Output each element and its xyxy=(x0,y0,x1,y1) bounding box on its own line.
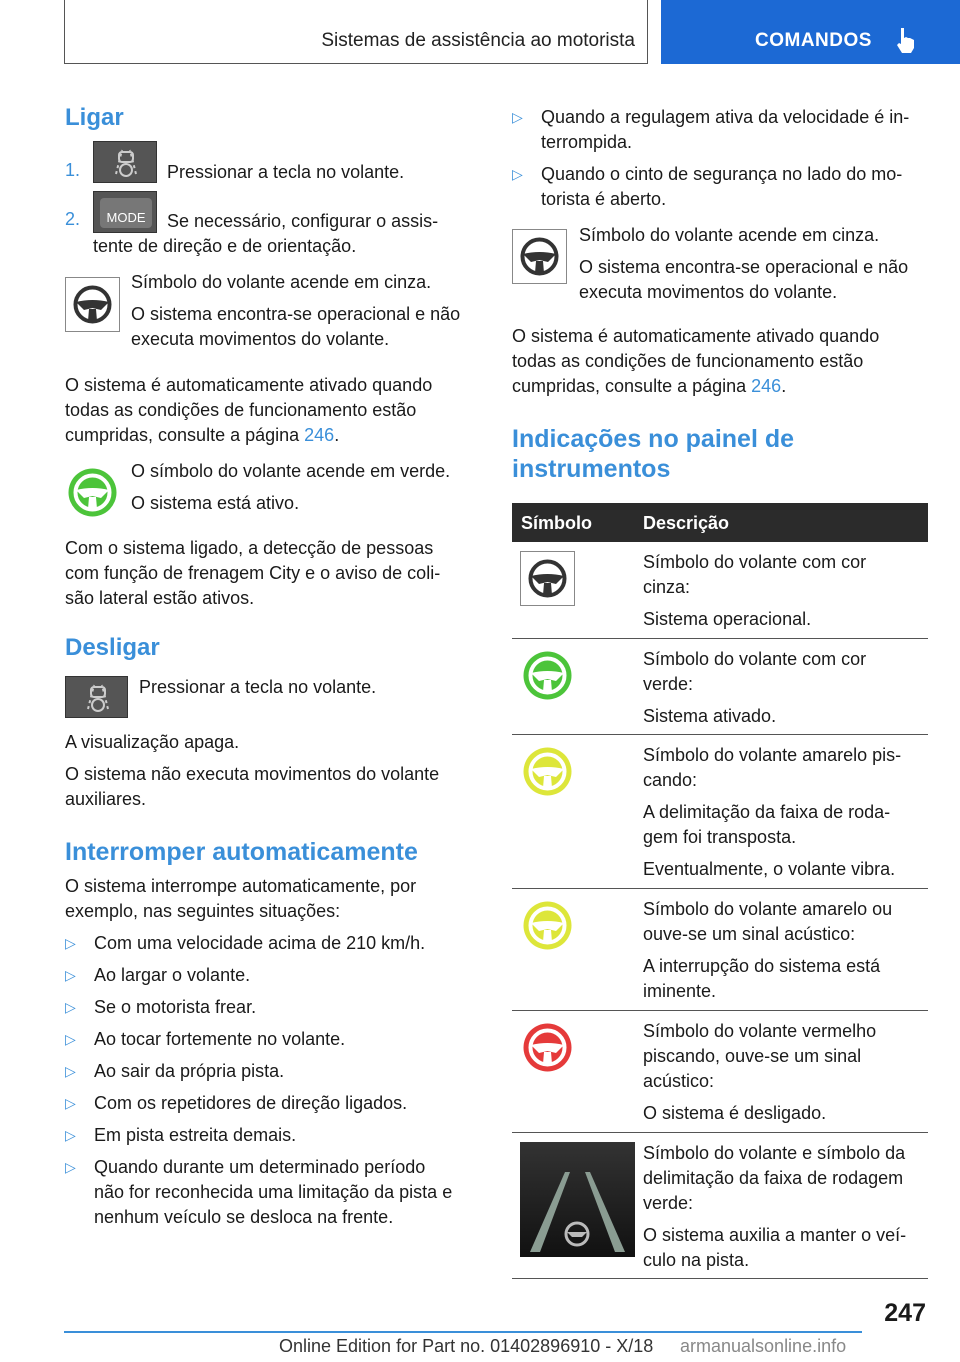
steering-wheel-green-icon xyxy=(65,465,120,520)
table-row xyxy=(643,550,928,632)
table-cell: verde: xyxy=(643,1193,694,1213)
grey-symbol-text-3: executa movimentos do volante. xyxy=(579,282,838,302)
off-text-1: A visualização apaga. xyxy=(65,732,240,752)
table-row xyxy=(643,647,928,729)
mode-label: MODE xyxy=(106,210,146,225)
auto-text-3-prefix: cumpridas, consulte a página xyxy=(65,425,305,445)
lane-assist-icon xyxy=(66,677,129,719)
right-bullet-list xyxy=(512,105,928,219)
table-symbol-red xyxy=(520,1020,575,1075)
steering-wheel-red-icon xyxy=(520,1020,575,1075)
bullet-text: Em pista estreita demais. xyxy=(94,1125,297,1145)
table-divider xyxy=(512,734,928,735)
triangle-bullet-icon: ▷ xyxy=(65,1095,76,1111)
lane-assist-icon xyxy=(94,142,158,184)
table-cell: Símbolo do volante com cor xyxy=(643,552,867,572)
interrupt-text-1: O sistema interrompe automaticamente, por xyxy=(65,876,417,896)
table-cell: piscando, ouve-se um sinal xyxy=(643,1046,862,1066)
steering-assist-button-image xyxy=(93,141,157,183)
table-cell: Símbolo do volante amarelo ou xyxy=(643,899,893,919)
table-symbol-grey xyxy=(520,551,575,606)
bullet-text: Com os repetidores de direção ligados. xyxy=(94,1093,408,1113)
table-symbol-green xyxy=(520,648,575,703)
bullet-text: torista é aberto. xyxy=(541,189,667,209)
off-text-3: auxiliares. xyxy=(65,789,147,809)
table-cell: delimitação da faixa de rodagem xyxy=(643,1168,904,1188)
auto-text-3-end: . xyxy=(781,376,787,396)
table-cell: A interrupção do sistema está xyxy=(643,956,881,976)
table-row xyxy=(643,743,928,882)
bullet-text: terrompida. xyxy=(541,132,633,152)
footer-divider xyxy=(64,1331,862,1333)
green-symbol-text-2: O sistema está ativo. xyxy=(131,493,300,513)
grey-steering-symbol xyxy=(65,277,120,332)
list-item xyxy=(65,1027,480,1059)
table-cell: cinza: xyxy=(643,577,691,597)
off-text-2: O sistema não executa movimentos do volante xyxy=(65,764,440,784)
triangle-bullet-icon: ▷ xyxy=(65,967,76,983)
step-2-text: Se necessário, configurar o assis- xyxy=(167,211,439,231)
table-divider xyxy=(512,888,928,889)
header-bar xyxy=(64,0,648,64)
table-symbol-yellow-blinking xyxy=(520,744,575,799)
list-item xyxy=(65,1155,480,1235)
desligar-text: Pressionar a tecla no volante. xyxy=(139,677,377,697)
heading-line-1: Indicações no painel de xyxy=(512,425,795,453)
triangle-bullet-icon: ▷ xyxy=(512,109,523,125)
list-item xyxy=(65,1123,480,1155)
section-title: Sistemas de assistência ao motorista xyxy=(321,30,635,51)
table-cell: cando: xyxy=(643,770,698,790)
mode-button-graphic xyxy=(94,192,158,234)
watermark: armanualsonline.info xyxy=(680,1336,847,1356)
city-text-3: são lateral estão ativos. xyxy=(65,588,255,608)
step-number: 2. xyxy=(65,209,81,229)
table-row xyxy=(643,1019,928,1126)
bullet-text: Ao largar o volante. xyxy=(94,965,251,985)
auto-text-1: O sistema é automaticamente ativado quando xyxy=(512,326,880,346)
heading-interromper: Interromper automaticamente xyxy=(65,838,418,866)
triangle-bullet-icon: ▷ xyxy=(65,999,76,1015)
heading-ligar: Ligar xyxy=(65,104,124,131)
page-number: 247 xyxy=(884,1299,926,1327)
col-header-symbol: Símbolo xyxy=(521,513,592,533)
auto-text-3 xyxy=(512,374,928,399)
auto-text-1: O sistema é automaticamente ativado quando xyxy=(65,375,433,395)
green-symbol-text: O símbolo do volante acende em verde. xyxy=(131,461,451,481)
list-item xyxy=(65,1059,480,1091)
auto-text-2: todas as condições de funcionamento estão xyxy=(65,400,417,420)
steering-wheel-icon xyxy=(66,278,119,331)
interrupt-text-2: exemplo, nas seguintes situações: xyxy=(65,901,341,921)
table-cell: Sistema ativado. xyxy=(643,706,777,726)
table-cell: Símbolo do volante amarelo pis- xyxy=(643,745,902,765)
grey-steering-symbol xyxy=(512,229,567,284)
city-text-2: com função de frenagem City e o aviso de coli- xyxy=(65,563,441,583)
col-header-description: Descrição xyxy=(643,513,730,533)
step-1-text: Pressionar a tecla no volante. xyxy=(167,162,405,182)
heading-indicacoes xyxy=(512,424,928,484)
city-text-1: Com o sistema ligado, a detecção de pessoas xyxy=(65,538,434,558)
footer-edition: Online Edition for Part no. 01402896910 - X/18 xyxy=(279,1336,654,1356)
table-divider xyxy=(512,638,928,639)
steering-wheel-green-icon xyxy=(520,648,575,703)
grey-symbol-text: Símbolo do volante acende em cinza. xyxy=(131,272,432,292)
auto-text-3-end: . xyxy=(334,425,340,445)
steering-wheel-yellow-icon xyxy=(520,744,575,799)
auto-text-3 xyxy=(65,423,480,448)
bullet-text: Quando durante um determinado período xyxy=(94,1157,426,1177)
table-cell: acústico: xyxy=(643,1071,715,1091)
grey-symbol-text-2: O sistema encontra-se operacional e não xyxy=(131,304,461,324)
table-divider xyxy=(512,1132,928,1133)
triangle-bullet-icon: ▷ xyxy=(65,1127,76,1143)
table-cell: Símbolo do volante e símbolo da xyxy=(643,1143,906,1163)
bullet-text: Com uma velocidade acima de 210 km/h. xyxy=(94,933,426,953)
bullet-text: nenhum veículo se desloca na frente. xyxy=(94,1207,394,1227)
table-cell: Sistema operacional. xyxy=(643,609,812,629)
grey-symbol-text-2: O sistema encontra-se operacional e não xyxy=(579,257,909,277)
list-item xyxy=(512,162,928,219)
table-divider xyxy=(512,1010,928,1011)
mode-button-image xyxy=(93,191,157,233)
bullet-text: Ao sair da própria pista. xyxy=(94,1061,285,1081)
list-item xyxy=(65,963,480,995)
triangle-bullet-icon: ▷ xyxy=(512,166,523,182)
triangle-bullet-icon: ▷ xyxy=(65,935,76,951)
bullet-text: não for reconhecida uma limitação da pista e xyxy=(94,1182,453,1202)
green-steering-symbol xyxy=(65,465,120,520)
triangle-bullet-icon: ▷ xyxy=(65,1031,76,1047)
heading-desligar: Desligar xyxy=(65,634,160,661)
table-cell: Eventualmente, o volante vibra. xyxy=(643,859,896,879)
grey-symbol-text: Símbolo do volante acende em cinza. xyxy=(579,225,880,245)
table-cell: gem foi transposta. xyxy=(643,827,797,847)
step-2-text-cont: tente de direção e de orientação. xyxy=(93,236,357,256)
table-cell: iminente. xyxy=(643,981,717,1001)
table-symbol-lane-display xyxy=(520,1142,635,1257)
table-cell: A delimitação da faixa de roda- xyxy=(643,802,891,822)
heading-line-2: instrumentos xyxy=(512,455,671,483)
table-cell: ouve-se um sinal acústico: xyxy=(643,924,856,944)
table-symbol-yellow xyxy=(520,898,575,953)
list-item xyxy=(65,931,480,963)
page-link[interactable]: 246 xyxy=(751,376,782,396)
table-cell: Símbolo do volante vermelho xyxy=(643,1021,877,1041)
interrupt-bullet-list xyxy=(65,931,480,1235)
bullet-text: Quando o cinto de segurança no lado do mo- xyxy=(541,164,903,184)
auto-text-2: todas as condições de funcionamento estão xyxy=(512,351,864,371)
triangle-bullet-icon: ▷ xyxy=(65,1063,76,1079)
symbol-table-header xyxy=(512,503,928,542)
lane-assist-display-icon xyxy=(520,1142,635,1257)
list-item xyxy=(65,1091,480,1123)
table-cell: culo na pista. xyxy=(643,1250,750,1270)
step-number: 1. xyxy=(65,160,81,180)
bullet-text: Se o motorista frear. xyxy=(94,997,257,1017)
table-cell: O sistema é desligado. xyxy=(643,1103,827,1123)
bullet-text: Ao tocar fortemente no volante. xyxy=(94,1029,346,1049)
page-link[interactable]: 246 xyxy=(304,425,335,445)
steering-wheel-icon xyxy=(521,552,574,605)
grey-symbol-text-3: executa movimentos do volante. xyxy=(131,329,390,349)
table-cell: Símbolo do volante com cor xyxy=(643,649,867,669)
steering-assist-button-image-off xyxy=(65,676,128,718)
list-item xyxy=(512,105,928,162)
table-divider xyxy=(512,1278,928,1279)
tab-comandos[interactable] xyxy=(661,0,960,64)
triangle-bullet-icon: ▷ xyxy=(65,1159,76,1175)
hand-pointer-icon xyxy=(893,26,919,54)
tab-label: COMANDOS xyxy=(755,30,872,51)
bullet-text: Quando a regulagem ativa da velocidade é in- xyxy=(541,107,910,127)
table-row xyxy=(643,897,928,1004)
table-row xyxy=(643,1141,928,1273)
list-item xyxy=(65,995,480,1027)
auto-text-3-prefix: cumpridas, consulte a página xyxy=(512,376,752,396)
steering-wheel-icon xyxy=(513,230,566,283)
table-cell: verde: xyxy=(643,674,694,694)
table-cell: O sistema auxilia a manter o veí- xyxy=(643,1225,907,1245)
steering-wheel-yellow-icon xyxy=(520,898,575,953)
